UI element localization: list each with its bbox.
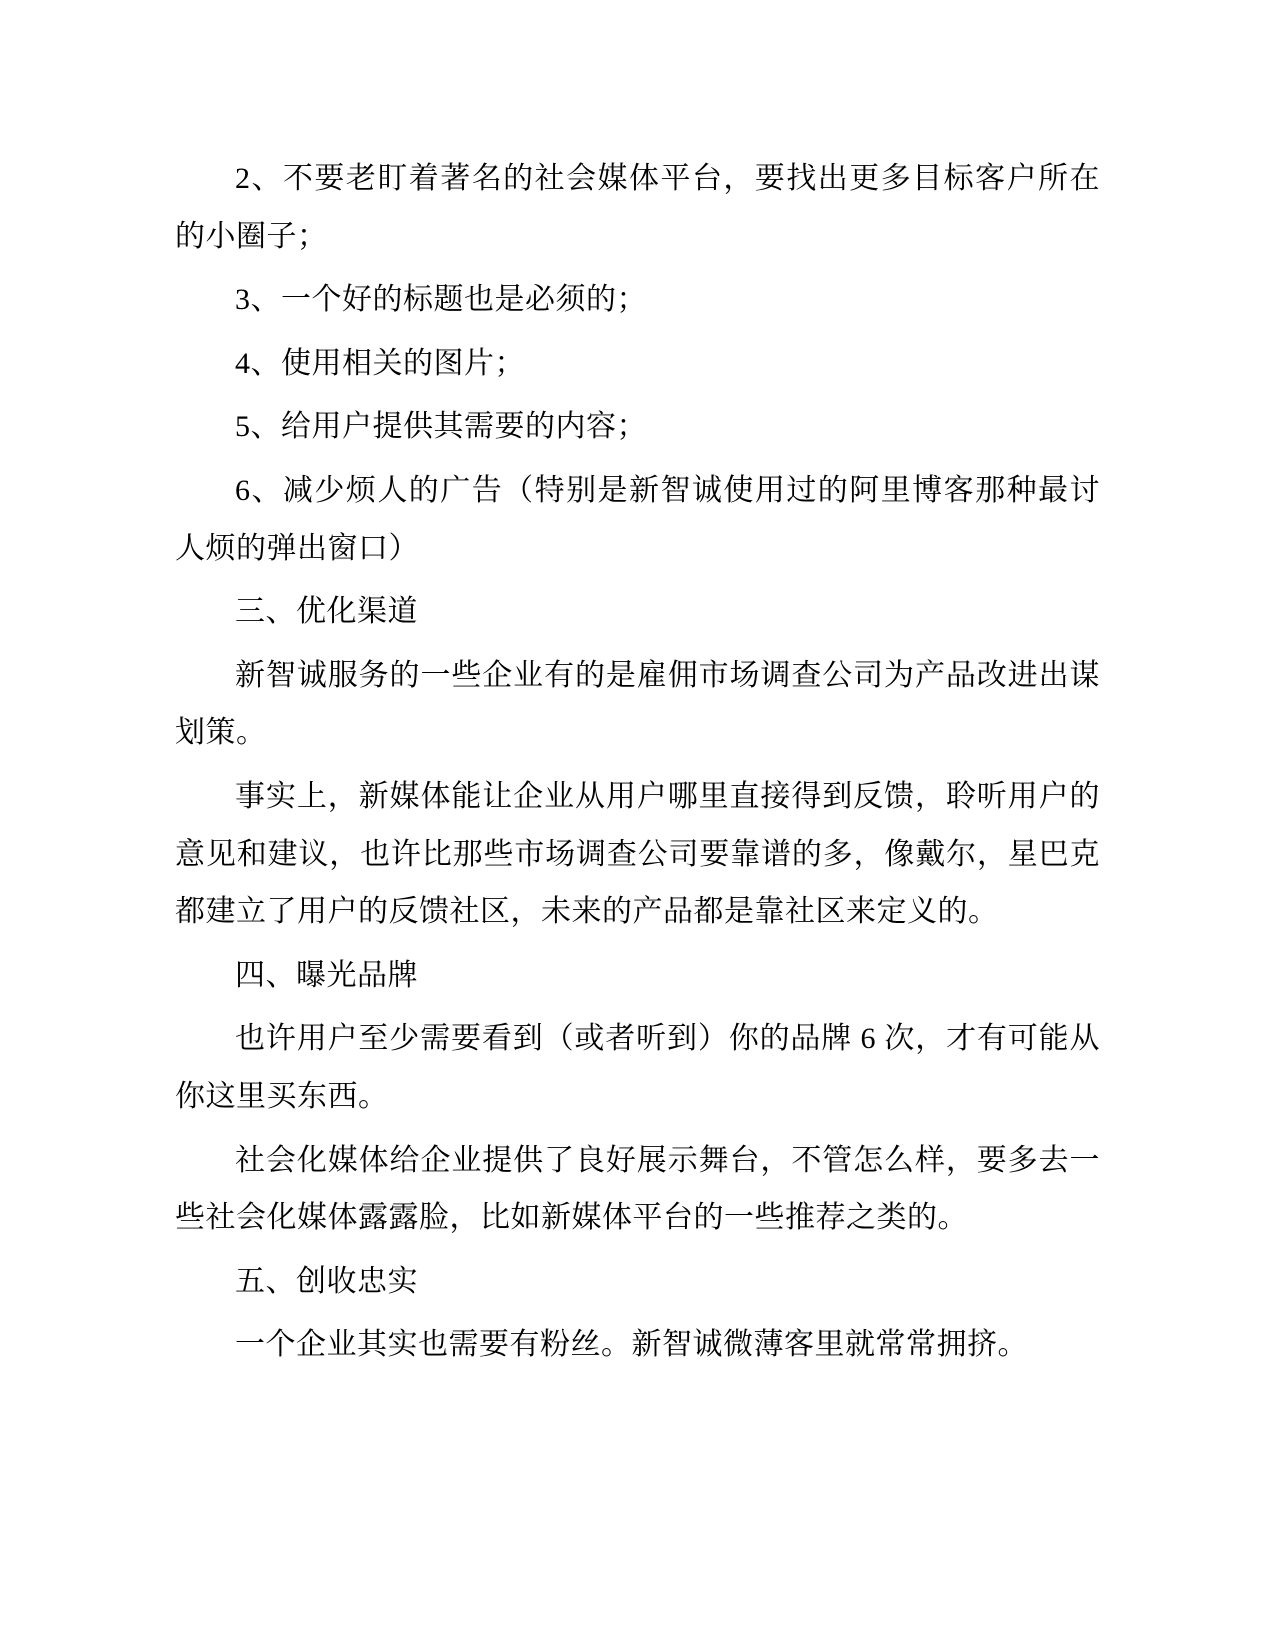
list-item: 5、给用户提供其需要的内容； xyxy=(235,410,647,444)
section-heading: 三、优化渠道 xyxy=(235,595,418,629)
paragraph: 新智诚服务的一些企业有的是雇佣市场调查公司为产品改进出谋划策。 xyxy=(175,658,1100,750)
paragraph: 事实上，新媒体能让企业从用户哪里直接得到反馈，聆听用户的意见和建议，也许比那些市场调查公司要靠谱的多，像戴尔，星巴克都建立了用户的反馈社区，未来的产品都是靠社区来定义的。 xyxy=(175,779,1100,929)
document-body xyxy=(175,150,1100,1374)
list-item: 2、不要老盯着著名的社会媒体平台，要找出更多目标客户所在的小圈子； xyxy=(175,162,1100,253)
paragraph: 社会化媒体给企业提供了良好展示舞台，不管怎么样，要多去一些社会化媒体露露脸，比如新媒体平台的一些推荐之类的。 xyxy=(175,1143,1100,1235)
list-item: 6、减少烦人的广告（特别是新智诚使用过的阿里博客那种最讨人烦的弹出窗口） xyxy=(175,473,1100,565)
list-item: 4、使用相关的图片； xyxy=(235,346,525,380)
paragraph: 也许用户至少需要看到（或者听到）你的品牌 6 次，才有可能从你这里买东西。 xyxy=(175,1022,1100,1113)
section-heading: 四、曝光品牌 xyxy=(235,958,418,992)
paragraph: 一个企业其实也需要有粉丝。新智诚微薄客里就常常拥挤。 xyxy=(235,1328,1028,1362)
section-heading: 五、创收忠实 xyxy=(235,1264,418,1298)
list-item: 3、一个好的标题也是必须的； xyxy=(235,283,647,317)
